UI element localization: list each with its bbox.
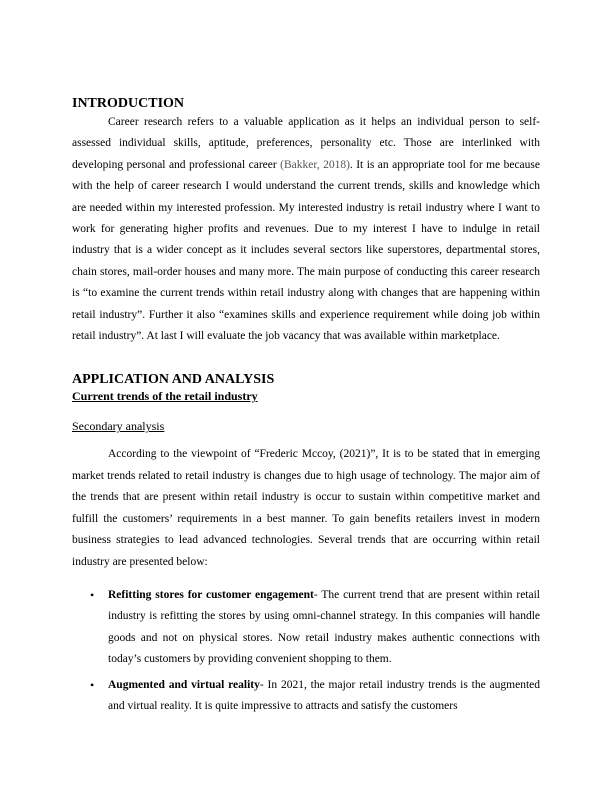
bullet-text: - In 2021, the major retail industry trends is the augmented and virtual reality. It is quite impressive to attracts and satisfy the customers bbox=[108, 678, 540, 712]
current-trends-subheading: Current trends of the retail industry bbox=[72, 389, 258, 404]
bullet-title: Refitting stores for customer engagement bbox=[108, 588, 314, 601]
document-page bbox=[72, 96, 540, 721]
intro-text-part2: . It is an appropriate tool for me because with the help of career research I would understand the current trends, skills and knowledge which are needed within my interested profession. My interested industry is retail industry where I want to work for generating higher profits and revenues. Due to my interest I have to indulge in retail industry that is a wider concept as it includes several sectors like superstores, departmental stores, chain stores, mail-order houses and many more. The main purpose of conducting this career research is “to examine the current trends within retail industry along with changes that are happening within retail industry”. Further it also “examines skills and experience requirement while doing job within retail industry”. At last I will evaluate the job vacancy that was available within marketplace. bbox=[72, 158, 540, 343]
intro-text-part1: Career research refers to a valuable application as it helps an individual person to self-assessed individual skills, aptitude, preferences, personality etc. Those are interlinked with developing personal and professional career bbox=[72, 116, 540, 171]
list-item bbox=[72, 675, 540, 718]
application-analysis-heading: APPLICATION AND ANALYSIS bbox=[72, 372, 275, 388]
bullet-icon: • bbox=[90, 677, 95, 692]
introduction-heading: INTRODUCTION bbox=[72, 96, 185, 111]
bullet-title: Augmented and virtual reality bbox=[108, 678, 260, 691]
introduction-paragraph bbox=[72, 112, 540, 347]
secondary-analysis-label: Secondary analysis bbox=[72, 419, 165, 434]
citation-bakker: (Bakker, 2018) bbox=[280, 158, 350, 171]
section-spacer bbox=[72, 347, 540, 372]
bullet-paragraph bbox=[108, 585, 540, 671]
list-item bbox=[72, 585, 540, 671]
trends-bullet-list bbox=[72, 585, 540, 717]
bullet-paragraph bbox=[108, 675, 540, 718]
bullet-text: - The current trend that are present within retail industry is refitting the stores by using omni-channel strategy. In this companies will handle goods and not on physical stores. Now retail industry makes authentic connections with today’s customers by providing convenient shopping to them. bbox=[108, 588, 540, 666]
bullet-icon: • bbox=[90, 587, 95, 602]
secondary-analysis-paragraph: According to the viewpoint of “Frederic Mccoy, (2021)”, It is to be stated that in emerging market trends related to retail industry is changes due to high usage of technology. The major aim of the trends that are present within retail industry is occur to sustain within competitive market and fulfill the customers’ requirements in a best manner. To gain benefits retailers invest in modern business strategies to lead advanced technologies. Several trends that are occurring within retail industry are presented below: bbox=[72, 448, 540, 568]
